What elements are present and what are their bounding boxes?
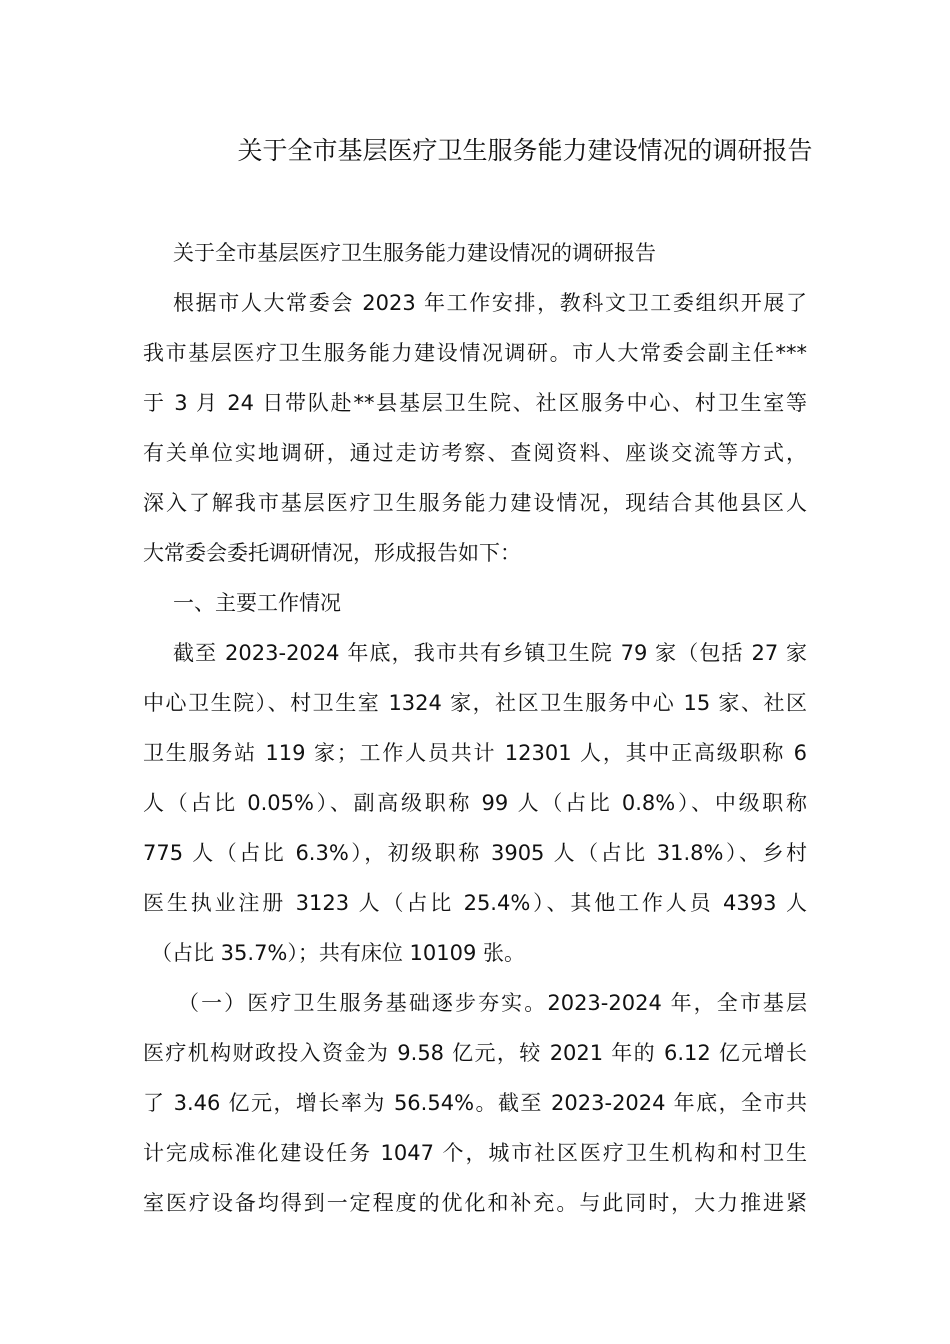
paragraph-line: 我市基层医疗卫生服务能力建设情况调研。市人大常委会副主任*** [143,341,807,365]
paragraph-line: 室医疗设备均得到一定程度的优化和补充。与此同时，大力推进紧 [143,1191,807,1215]
paragraph-line: 根据市人大常委会 2023 年工作安排，教科文卫工委组织开展了 [173,291,807,315]
paragraph-line: 计完成标准化建设任务 1047 个，城市社区医疗卫生机构和村卫生 [143,1141,807,1165]
subtitle-line: 关于全市基层医疗卫生服务能力建设情况的调研报告 [173,241,656,265]
paragraph-line: 人（占比 0.05%）、副高级职称 99 人（占比 0.8%）、中级职称 [143,791,807,815]
paragraph-line: 中心卫生院）、村卫生室 1324 家，社区卫生服务中心 15 家、社区 [143,691,807,715]
paragraph-line: 卫生服务站 119 家；工作人员共计 12301 人，其中正高级职称 6 [143,741,807,765]
document-title: 关于全市基层医疗卫生服务能力建设情况的调研报告 [237,136,813,165]
paragraph-line: （占比 35.7%）；共有床位 10109 张。 [151,941,526,965]
paragraph-line: 医疗机构财政投入资金为 9.58 亿元，较 2021 年的 6.12 亿元增长 [143,1041,807,1065]
paragraph-line: 截至 2023-2024 年底，我市共有乡镇卫生院 79 家（包括 27 家 [173,641,807,665]
paragraph-line: 于 3 月 24 日带队赴**县基层卫生院、社区服务中心、村卫生室等 [143,391,807,415]
paragraph-line: 775 人（占比 6.3%），初级职称 3905 人（占比 31.8%）、乡村 [143,841,807,865]
paragraph-line: 医生执业注册 3123 人（占比 25.4%）、其他工作人员 4393 人 [143,891,807,915]
document-body [143,228,807,1228]
paragraph-line: 了 3.46 亿元，增长率为 56.54%。截至 2023-2024 年底，全市共 [143,1091,807,1115]
paragraph-line: （一）医疗卫生服务基础逐步夯实。2023-2024 年，全市基层 [178,991,807,1015]
section-heading: 一、主要工作情况 [173,591,341,615]
paragraph-line: 大常委会委托调研情况，形成报告如下： [143,541,521,565]
paragraph-line: 深入了解我市基层医疗卫生服务能力建设情况，现结合其他县区人 [143,491,807,515]
paragraph-line: 有关单位实地调研，通过走访考察、查阅资料、座谈交流等方式， [143,441,807,465]
